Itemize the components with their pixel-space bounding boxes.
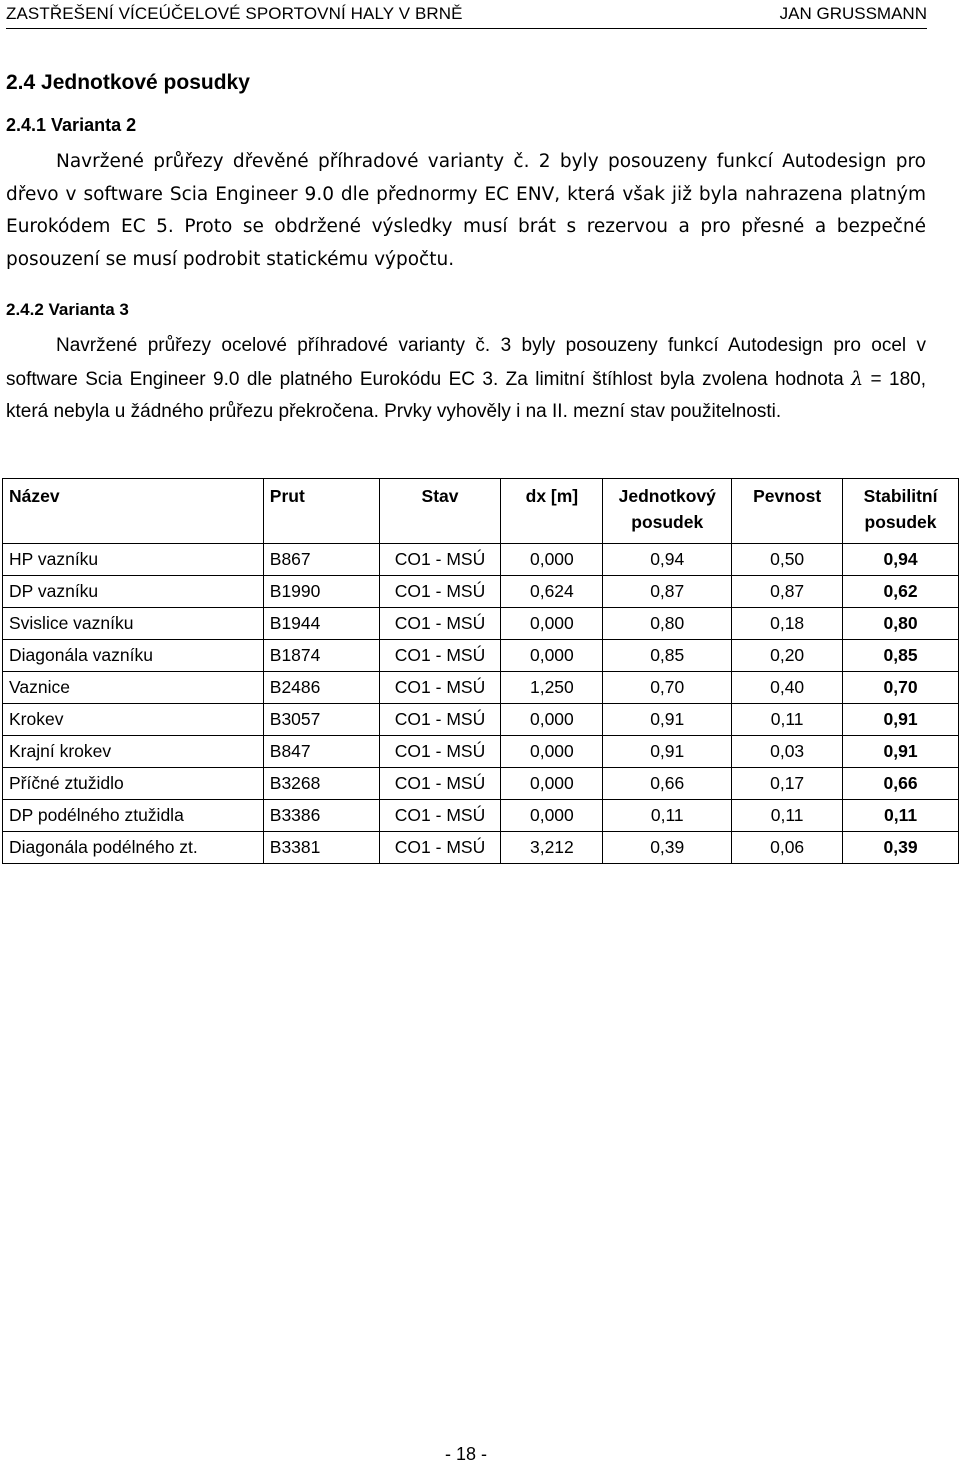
header-state: Stav (379, 479, 501, 544)
header-author: JAN GRUSSMANN (779, 4, 927, 23)
cell-stability-check: 0,91 (843, 704, 959, 736)
cell-member: B2486 (263, 672, 379, 704)
cell-state: CO1 - MSÚ (379, 576, 501, 608)
subsection-title-variant-3: 2.4.2 Varianta 3 (6, 300, 129, 319)
cell-member: B1990 (263, 576, 379, 608)
cell-name: Krajní krokev (3, 736, 264, 768)
table-row (3, 672, 959, 704)
paragraph-variant-3-text-before: Navržené průřezy ocelové příhradové varianty č. 3 byly posouzeny funkcí Autodesign pro ocel v software Scia Engineer 9.0 dle platného Eurokódu EC 3. Za limitní štíhlost byla zvolena hodnota (6, 335, 926, 390)
section-title: 2.4 Jednotkové posudky (6, 71, 250, 94)
cell-unity-check: 0,70 (603, 672, 732, 704)
cell-name: Svislice vazníku (3, 608, 264, 640)
cell-strength: 0,03 (732, 736, 843, 768)
cell-state: CO1 - MSÚ (379, 800, 501, 832)
table-row (3, 640, 959, 672)
cell-unity-check: 0,11 (603, 800, 732, 832)
cell-member: B847 (263, 736, 379, 768)
cell-unity-check: 0,66 (603, 768, 732, 800)
cell-name: DP vazníku (3, 576, 264, 608)
paragraph-variant-2-text: Navržené průřezy dřevěné příhradové varianty č. 2 byly posouzeny funkcí Autodesign pro dřevo v software Scia Engineer 9.0 dle přednormy EC ENV, která však již byla nahrazena platným Eurokódem EC 5. Proto se obdržené výsledky musí brát s rezervou a pro přesné a bezpečné posouzení se musí podrobit statickému výpočtu. (6, 151, 926, 270)
page-header (6, 2, 927, 29)
cell-strength: 0,20 (732, 640, 843, 672)
subsection-title-variant-2: 2.4.1 Varianta 2 (6, 115, 137, 135)
cell-member: B3386 (263, 800, 379, 832)
cell-dx: 3,212 (501, 832, 603, 864)
cell-unity-check: 0,91 (603, 736, 732, 768)
cell-unity-check: 0,91 (603, 704, 732, 736)
cell-dx: 0,624 (501, 576, 603, 608)
cell-name: DP podélného ztužidla (3, 800, 264, 832)
cell-dx: 0,000 (501, 768, 603, 800)
cell-dx: 0,000 (501, 736, 603, 768)
table-row (3, 800, 959, 832)
cell-stability-check: 0,11 (843, 800, 959, 832)
paragraph-variant-3-text-after: = 180, která nebyla u žádného průřezu překročena. Prvky vyhověly i na II. mezní stav použitelnosti. (6, 368, 926, 422)
cell-stability-check: 0,94 (843, 544, 959, 576)
cell-state: CO1 - MSÚ (379, 832, 501, 864)
cell-state: CO1 - MSÚ (379, 672, 501, 704)
paragraph-variant-2 (6, 146, 926, 276)
cell-strength: 0,40 (732, 672, 843, 704)
cell-member: B3381 (263, 832, 379, 864)
header-document-title: ZASTŘEŠENÍ VÍCEÚČELOVÉ SPORTOVNÍ HALY V BRNĚ (6, 4, 463, 23)
cell-dx: 0,000 (501, 800, 603, 832)
cell-stability-check: 0,91 (843, 736, 959, 768)
cell-stability-check: 0,39 (843, 832, 959, 864)
header-stability-check: Stabilitní posudek (843, 479, 959, 544)
table-row (3, 736, 959, 768)
lambda-symbol: λ (851, 367, 864, 390)
cell-unity-check: 0,39 (603, 832, 732, 864)
cell-unity-check: 0,85 (603, 640, 732, 672)
cell-state: CO1 - MSÚ (379, 736, 501, 768)
cell-strength: 0,17 (732, 768, 843, 800)
cell-stability-check: 0,85 (843, 640, 959, 672)
table-row (3, 768, 959, 800)
cell-name: Příčné ztužidlo (3, 768, 264, 800)
results-table (2, 478, 959, 864)
header-unity-check: Jednotkový posudek (603, 479, 732, 544)
cell-dx: 0,000 (501, 640, 603, 672)
paragraph-variant-3 (6, 330, 926, 429)
cell-dx: 0,000 (501, 608, 603, 640)
cell-strength: 0,11 (732, 800, 843, 832)
cell-member: B1944 (263, 608, 379, 640)
cell-strength: 0,18 (732, 608, 843, 640)
cell-unity-check: 0,94 (603, 544, 732, 576)
cell-member: B867 (263, 544, 379, 576)
cell-unity-check: 0,80 (603, 608, 732, 640)
cell-name: HP vazníku (3, 544, 264, 576)
cell-dx: 0,000 (501, 704, 603, 736)
cell-state: CO1 - MSÚ (379, 640, 501, 672)
table-row (3, 576, 959, 608)
cell-state: CO1 - MSÚ (379, 704, 501, 736)
cell-unity-check: 0,87 (603, 576, 732, 608)
cell-member: B1874 (263, 640, 379, 672)
cell-strength: 0,06 (732, 832, 843, 864)
header-member: Prut (263, 479, 379, 544)
cell-strength: 0,87 (732, 576, 843, 608)
cell-stability-check: 0,80 (843, 608, 959, 640)
table-header-row (3, 479, 959, 544)
cell-state: CO1 - MSÚ (379, 544, 501, 576)
cell-name: Diagonála vazníku (3, 640, 264, 672)
table-row (3, 608, 959, 640)
cell-member: B3057 (263, 704, 379, 736)
table-row (3, 544, 959, 576)
cell-state: CO1 - MSÚ (379, 608, 501, 640)
header-dx: dx [m] (501, 479, 603, 544)
table-row (3, 704, 959, 736)
cell-state: CO1 - MSÚ (379, 768, 501, 800)
cell-strength: 0,50 (732, 544, 843, 576)
page-number: - 18 - (444, 1444, 487, 1464)
cell-dx: 0,000 (501, 544, 603, 576)
header-strength: Pevnost (732, 479, 843, 544)
cell-dx: 1,250 (501, 672, 603, 704)
table-row (3, 832, 959, 864)
cell-name: Vaznice (3, 672, 264, 704)
cell-stability-check: 0,62 (843, 576, 959, 608)
cell-name: Krokev (3, 704, 264, 736)
cell-member: B3268 (263, 768, 379, 800)
cell-strength: 0,11 (732, 704, 843, 736)
cell-name: Diagonála podélného zt. (3, 832, 264, 864)
cell-stability-check: 0,66 (843, 768, 959, 800)
header-name: Název (3, 479, 264, 544)
cell-stability-check: 0,70 (843, 672, 959, 704)
